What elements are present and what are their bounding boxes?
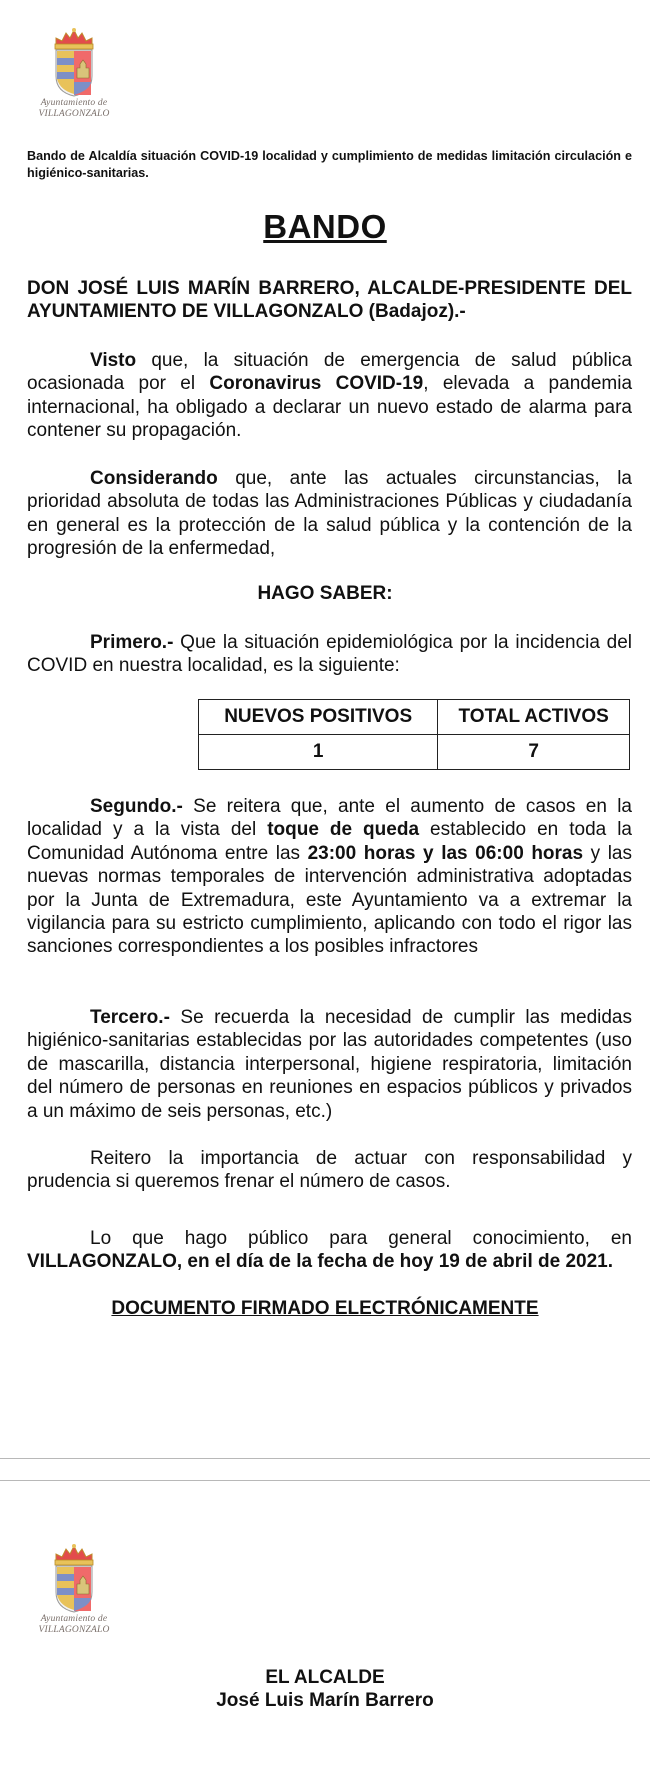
paragraph-considerando [27,467,632,561]
crest-caption-line1: Ayuntamiento de [40,1614,108,1624]
coat-of-arms-icon [50,26,98,98]
considerando-text: que, ante las actuales circunstancias, la prioridad absoluta de todas las Administraciones Públicas y ciudadanía en general es la protección de la salud pública y la contención de la progresión de la enfermedad, [27,468,632,560]
paragraph-tercero [27,1006,632,1123]
coat-of-arms-icon [50,1542,98,1614]
page-divider-top [0,1458,650,1459]
page-divider-bottom [0,1480,650,1481]
hago-saber-heading: HAGO SABER: [257,583,393,604]
tercero-text: Se recuerda la necesidad de cumplir las medidas higiénico-sanitarias establecidas por las autoridades competentes (uso de mascarilla, distancia interpersonal, higiene respiratoria, limitación del número de personas en reuniones en espacios públicos y privados a un máximo de seis personas, etc.) [27,1007,632,1122]
considerando-lead: Considerando [90,468,218,489]
signature-name: José Luis Marín Barrero [216,1690,434,1711]
segundo-bold2: 23:00 horas y las 06:00 horas [307,842,584,864]
paragraph-primero [27,631,632,678]
signature-role: EL ALCALDE [265,1667,385,1688]
segundo-lead: Segundo.- [90,796,183,817]
visto-text2: , elevada a pandemia internacional, ha obligado a declarar un nuevo estado de alarma para contener su propagación. [27,373,633,442]
segundo-text3: y las nuevas normas temporales de intervención administrativa adoptadas por la Junta de Extremadura, este Ayuntamiento va a extremar la vigilancia para su estricto cumplimiento, aplicando con todo el rigor las sanciones correspondientes a los posibles infractores [27,842,632,958]
visto-text1: que, la situación de emergencia de salud pública ocasionada por el [27,350,632,395]
table-header-total-active: TOTAL ACTIVOS [438,700,630,735]
reitero-text: Reitero la importancia de actuar con responsabilidad y prudencia si queremos frenar el número de casos. [27,1148,632,1193]
segundo-text1: Se reitera que, ante el aumento de casos en la localidad y a la vista del [27,796,632,841]
table-cell-total-active: 7 [438,735,630,770]
municipal-crest-footer [26,1542,122,1636]
crest-caption-line2: VILLAGONZALO [38,1625,110,1635]
paragraph-reitero [27,1147,632,1194]
paragraph-segundo [27,795,632,959]
closing-bold: VILLAGONZALO, en el día de la fecha de hoy 19 de abril de 2021. [27,1251,614,1273]
primero-lead: Primero.- [90,632,174,653]
mayor-heading: DON JOSÉ LUIS MARÍN BARRERO, ALCALDE-PRESIDENTE DEL AYUNTAMIENTO DE VILLAGONZALO (Badajoz).- [27,278,632,322]
segundo-text2: establecido en toda la Comunidad Autónoma entre las [27,819,632,864]
crest-caption-line1: Ayuntamiento de [40,98,108,108]
visto-bold: Coronavirus COVID-19 [209,373,424,395]
crest-caption-line2: VILLAGONZALO [38,109,110,119]
municipal-crest [26,26,122,120]
visto-lead: Visto [90,350,137,371]
primero-text: Que la situación epidemiológica por la incidencia del COVID en nuestra localidad, es la siguiente: [27,632,632,677]
electronic-signature-note: DOCUMENTO FIRMADO ELECTRÓNICAMENTE [111,1298,539,1319]
table-row [199,735,630,770]
table-header-row [199,700,630,735]
document-subject: Bando de Alcaldía situación COVID-19 localidad y cumplimiento de medidas limitación circulación e higiénico-sanitarias. [27,149,632,180]
table-cell-new-positives: 1 [199,735,438,770]
paragraph-visto [27,349,632,443]
tercero-lead: Tercero.- [90,1007,170,1028]
segundo-bold1: toque de queda [267,819,420,841]
cases-table [198,699,630,770]
signature-block [0,1666,650,1712]
paragraph-closing [27,1227,632,1274]
table-header-new-positives: NUEVOS POSITIVOS [199,700,438,735]
closing-text: Lo que hago público para general conocimiento, en [90,1228,632,1249]
page-title: BANDO [263,208,387,245]
